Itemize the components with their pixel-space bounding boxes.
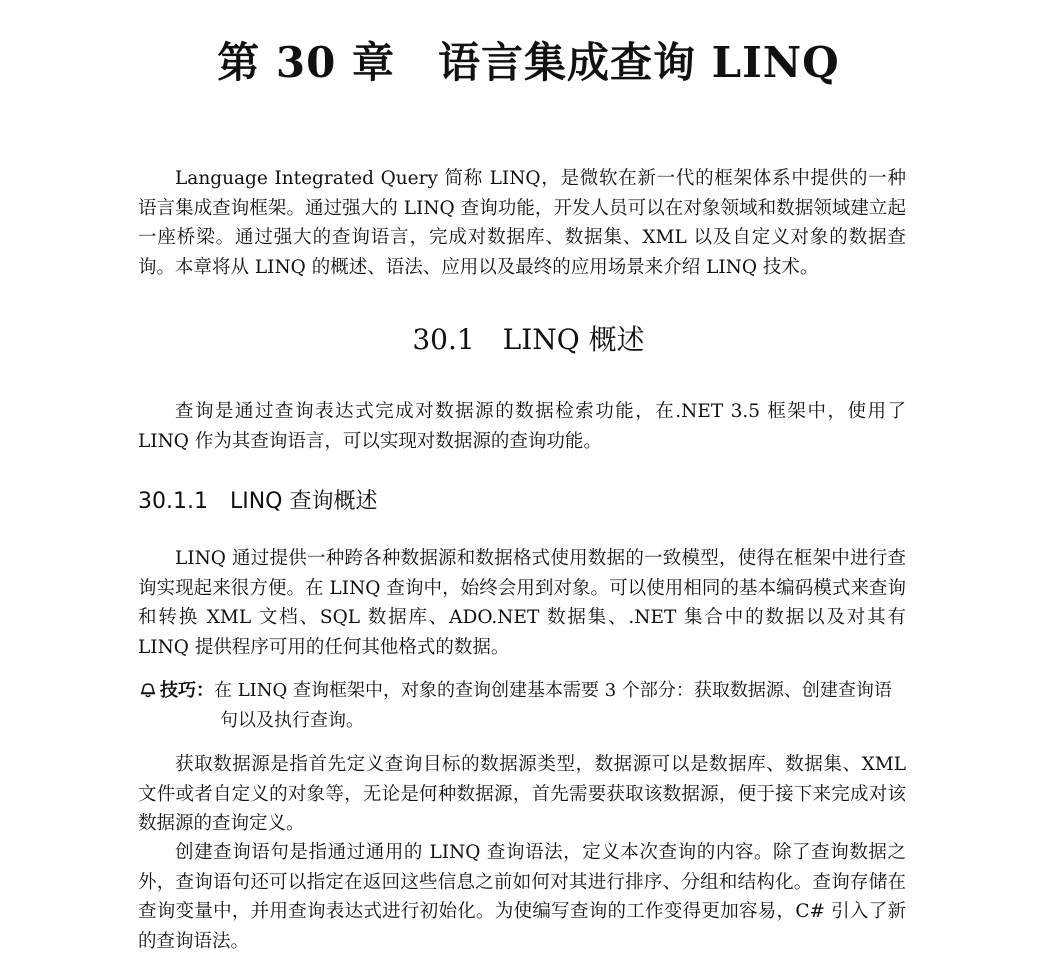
tip-box: [138, 676, 908, 736]
intro-paragraph: Language Integrated Query 简称 LINQ，是微软在新一代的框架体系中提供的一种语言集成查询框架。通过强大的 LINQ 查询功能，开发人员可以在对象领域和数据领域建立起一座桥梁。通过强大的查询语言，完成对数据库、数据集、XML 以及自定义对象的数据查询。本章将从 LINQ 的概述、语法、应用以及最终的应用场景来介绍 LINQ 技术。: [138, 168, 906, 278]
chapter-title: 第 30 章 语言集成查询 LINQ: [217, 38, 840, 87]
subsection-title: 30.1.1 LINQ 查询概述: [138, 489, 378, 514]
tip-label: 技巧：: [160, 680, 214, 701]
subsection-paragraph-1: LINQ 通过提供一种跨各种数据源和数据格式使用数据的一致模型，使得在框架中进行查询实现起来很方便。在 LINQ 查询中，始终会用到对象。可以使用相同的基本编码模式来查询和转换 XML 文档、SQL 数据库、ADO.NET 数据集、.NET 集合中的数据以及对其有 LINQ 提供程序可用的任何其他格式的数据。: [138, 548, 906, 658]
section-paragraph: 查询是通过查询表达式完成对数据源的数据检索功能，在.NET 3.5 框架中，使用了 LINQ 作为其查询语言，可以实现对数据源的查询功能。: [138, 401, 906, 452]
subsection-paragraph-2: 获取数据源是指首先定义查询目标的数据源类型，数据源可以是数据库、数据集、XML 文件或者自定义的对象等，无论是何种数据源，首先需要获取该数据源，便于接下来完成对该数据源的查询定义。: [138, 754, 906, 834]
subsection-paragraph-3: 创建查询语句是指通过通用的 LINQ 查询语法，定义本次查询的内容。除了查询数据之外，查询语句还可以指定在返回这些信息之前如何对其进行排序、分组和结构化。查询存储在查询变量中，并用查询表达式进行初始化。为使编写查询的工作变得更加容易，C# 引入了新的查询语法。: [138, 842, 906, 952]
section-title: 30.1 LINQ 概述: [412, 323, 645, 356]
tip-text: 在 LINQ 查询框架中，对象的查询创建基本需要 3 个部分：获取数据源、创建查询语句以及执行查询。: [214, 680, 892, 731]
bell-icon: [138, 679, 158, 699]
